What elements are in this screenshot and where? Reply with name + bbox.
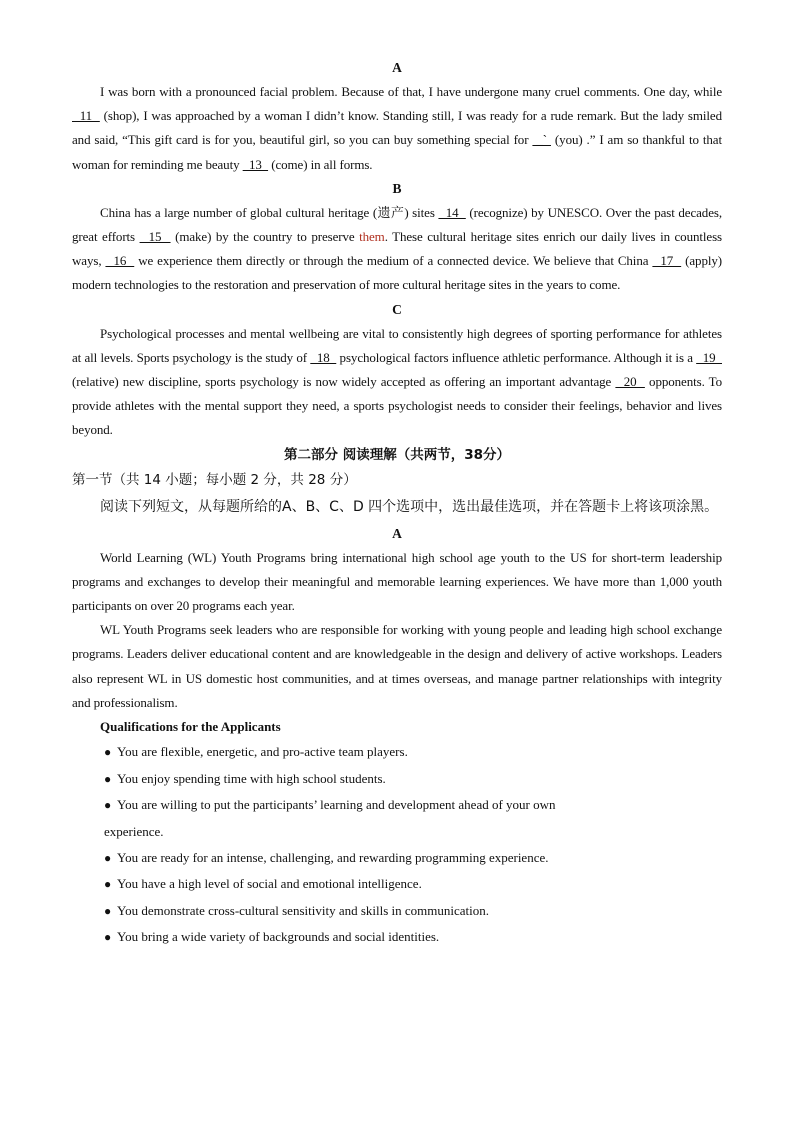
bullet-icon: ● xyxy=(104,877,112,892)
list-item xyxy=(104,766,624,793)
blank-17: 17 xyxy=(652,253,682,269)
qualifications-title: Qualifications for the Applicants xyxy=(100,719,281,735)
text: opponents. To provide athletes with the mental support they need, a sports psychologist needs to consider their feelings, behavior and lives beyond. xyxy=(72,374,722,438)
text: You enjoy spending time with high school students. xyxy=(117,770,386,786)
blank-19: 19 xyxy=(696,349,722,365)
text: You are willing to put the participants’ learning and development ahead of your own xyxy=(117,797,556,813)
text: (you) .” I am so thankful to that woman for reminding me beauty xyxy=(72,132,722,172)
blank-20: 20 xyxy=(615,374,645,390)
part-two-heading: 第二部分 阅读理解（共两节，38分） xyxy=(284,446,510,463)
text: psychological factors influence athletic performance. Although it is a xyxy=(336,349,697,365)
bullet-icon: ● xyxy=(104,930,112,945)
list-item xyxy=(104,845,624,872)
text: (recognize) by UNESCO. Over the past decades, great efforts xyxy=(72,204,722,245)
text: You are flexible, energetic, and pro-active team players. xyxy=(117,744,408,760)
text: China has a large number of global cultural heritage (遗产) sites xyxy=(100,204,439,220)
text: we experience them directly or through the medium of a connected device. We believe that China xyxy=(134,253,653,269)
bullet-icon: ● xyxy=(104,771,112,786)
blank-18: 18 xyxy=(310,349,337,365)
text: You are ready for an intense, challenging, and rewarding programming experience. xyxy=(117,849,549,865)
text: (shop), I was approached by a woman I didn’t know. Standing still, I was ready for a rude remark. But the lady smiled and said, “This gift card is for you, beautiful girl, so you can buy something special for xyxy=(72,108,722,148)
text: Psychological processes and mental wellbeing are vital to consistently high degrees of sporting performance for athletes at all levels. Sports psychology is the study of xyxy=(72,325,722,365)
text: I was born with a pronounced facial problem. Because of that, I have undergone many cruel comments. One day, while xyxy=(100,84,722,99)
list-item xyxy=(104,898,624,925)
text: You bring a wide variety of backgrounds and social identities. xyxy=(117,929,440,945)
text: You have a high level of social and emotional intelligence. xyxy=(117,876,422,892)
list-item xyxy=(104,871,624,898)
blank-12: _` xyxy=(532,132,551,148)
list-item xyxy=(104,739,624,766)
text: experience. xyxy=(104,823,164,839)
reading-a-heading: A xyxy=(392,525,402,541)
section-b-passage xyxy=(72,201,722,298)
document-page xyxy=(72,56,722,951)
qualifications-list xyxy=(72,739,624,951)
bullet-icon: ● xyxy=(104,903,112,918)
section-c-passage xyxy=(72,322,722,443)
text: (make) by the country to preserve xyxy=(170,229,360,245)
section-a-passage xyxy=(72,80,722,177)
text: (come) in all forms. xyxy=(268,156,373,172)
instruction-text: 阅读下列短文，从每题所给的A、B、C、D 四个选项中，选出最佳选项，并在答题卡上将该项涂黑。 xyxy=(100,498,719,515)
reading-a-paragraph-1: World Learning (WL) Youth Programs bring international high school age youth to the US for short-term leadership programs and exchanges to develop their meaningful and memorable learning experiences. We have more than 1,000 youth participants on over 20 programs each year. xyxy=(72,549,722,614)
blank-13: 13 xyxy=(242,156,269,172)
reading-a-paragraph-2: WL Youth Programs seek leaders who are responsible for working with young people and leading high school exchange programs. Leaders deliver educational content and are knowledgeable in the design and delivery of active workshops. Leaders also represent WL in US domestic host communities, and at times overseas, and manage partner relationships with integrity and professionalism. xyxy=(72,622,722,710)
list-item xyxy=(104,792,624,845)
section-b-heading: B xyxy=(392,180,402,196)
text: You demonstrate cross-cultural sensitivity and skills in communication. xyxy=(117,902,490,918)
bullet-icon: ● xyxy=(104,850,112,865)
section-one-heading: 第一节（共 14 小题；每小题 2 分，共 28 分） xyxy=(72,471,357,488)
section-c-heading: C xyxy=(392,301,402,317)
blank-14: 14 xyxy=(438,204,466,220)
blank-15: 15 xyxy=(139,229,171,245)
text: (apply) modern technologies to the restoration and preservation of more cultural heritage sites in the years to come. xyxy=(72,253,722,293)
highlighted-word: them xyxy=(359,229,385,245)
blank-11: 11 xyxy=(72,108,100,124)
list-item xyxy=(104,924,624,951)
bullet-icon: ● xyxy=(104,798,112,813)
text: (relative) new discipline, sports psychology is now widely accepted as offering an important advantage xyxy=(72,374,616,390)
bullet-icon: ● xyxy=(104,745,112,760)
section-a-heading: A xyxy=(392,60,402,75)
blank-16: 16 xyxy=(105,253,135,269)
text: . These cultural heritage sites enrich our daily lives in countless ways, xyxy=(72,229,722,269)
